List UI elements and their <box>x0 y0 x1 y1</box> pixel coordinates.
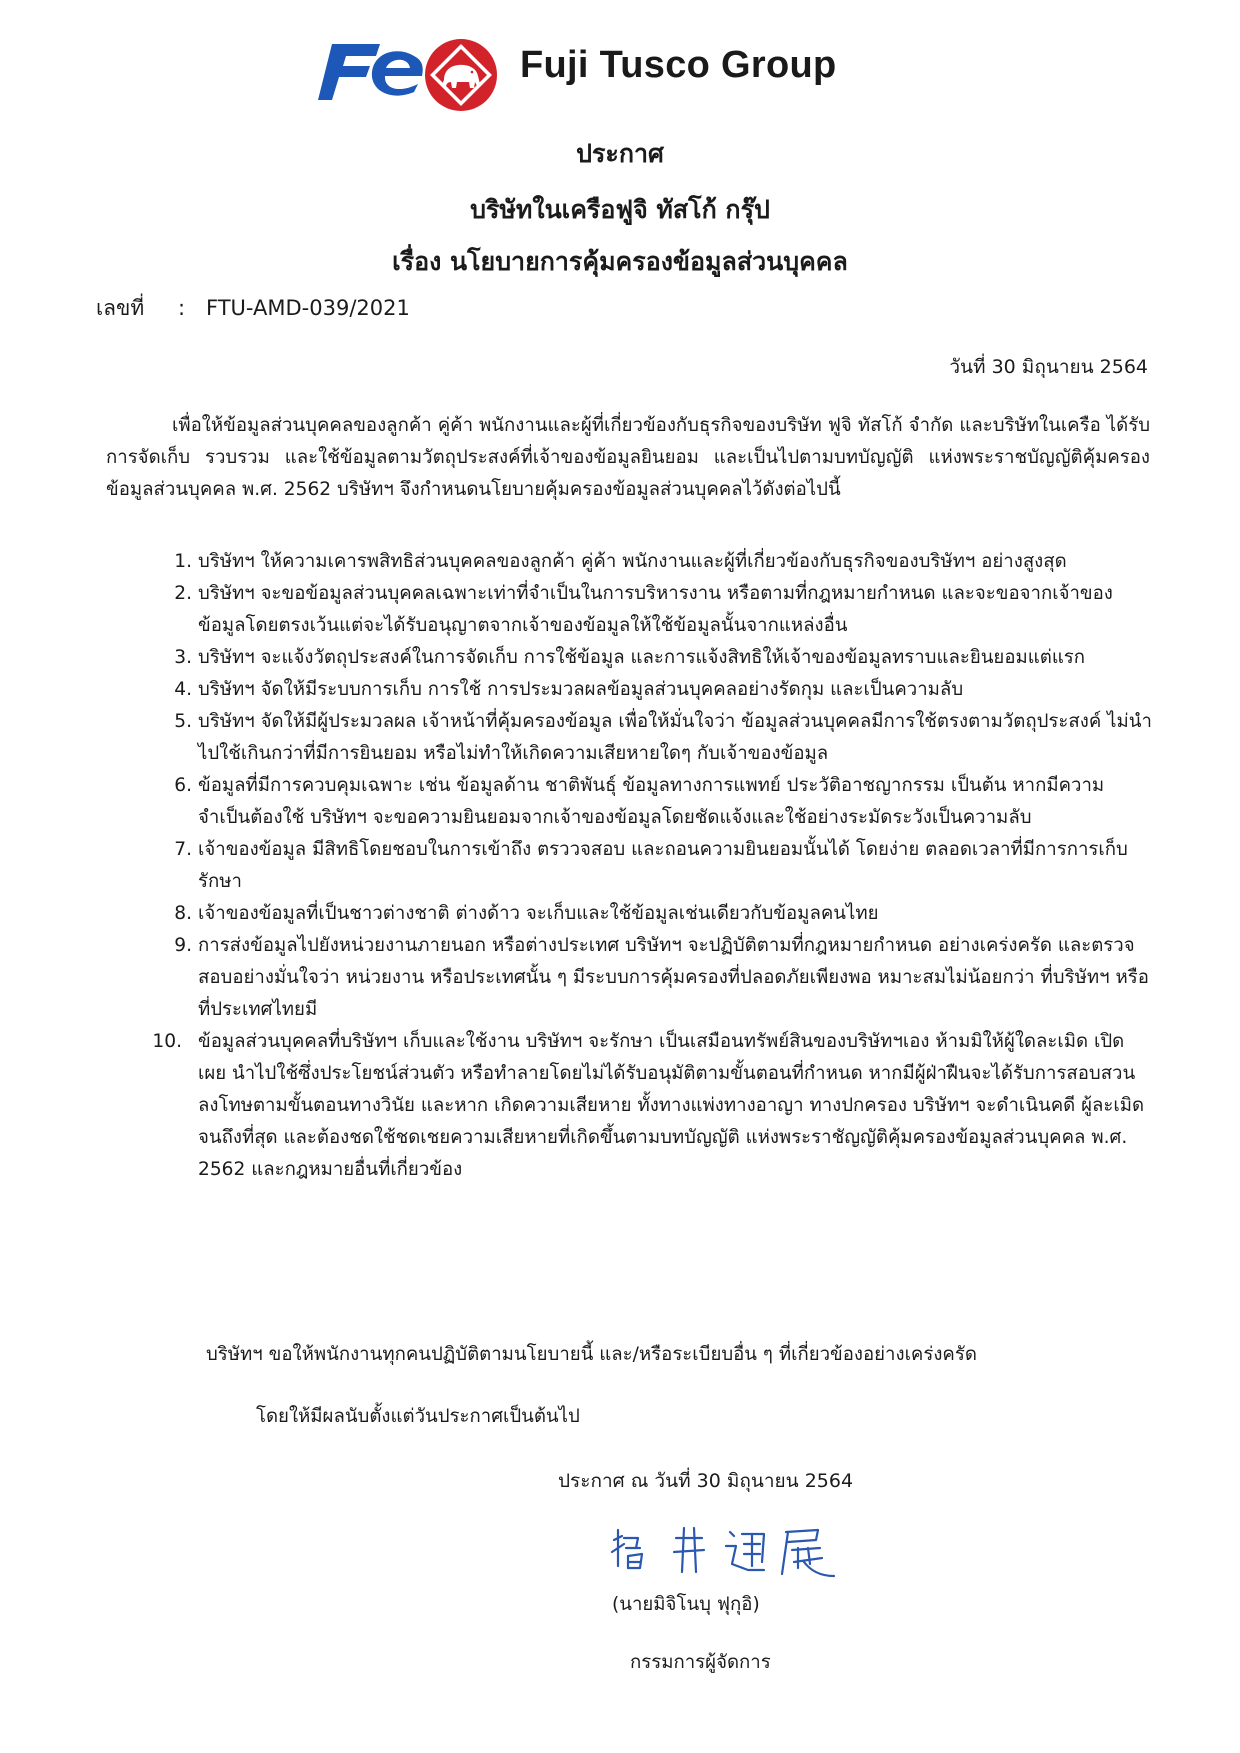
policy-number: 5. <box>174 711 192 732</box>
policy-text: บริษัทฯ จัดให้มีผู้ประมวลผล เจ้าหน้าที่คุ้มครองข้อมูล เพื่อให้มั่นใจว่า ข้อมูลส่วนบุคคลมีการใช้ตรงตามวัตถุประสงค์ ไม่นำไปใช้เกินกว่าที่มีการยินยอม หรือไม่ทำให้เกิดความเสียหายใดๆ กับเจ้าของข้อมูล <box>198 711 1152 764</box>
policy-text: ข้อมูลส่วนบุคคลที่บริษัทฯ เก็บและใช้งาน บริษัทฯ จะรักษา เป็นเสมือนทรัพย์สินของบริษัทฯเอง ห้ามมิให้ผู้ใดละเมิด เปิดเผย นำไปใช้ซึ่งประโยชน์ส่วนตัว หรือทำลายโดยไม่ได้รับอนุมัติตามขั้นตอนที่กำหนด หากมีผู้ฝ่าฝืนจะได้รับการสอบสวนลงโทษตามขั้นตอนทางวินัย และหาก เกิดความเสียหาย ทั้งทางแพ่งทางอาญา ทางปกครอง บริษัทฯ จะดำเนินคดี ผู้ละเมิดจนถึงที่สุด และต้องชดใช้ชดเชยความเสียหายที่เกิดขึ้นตามบทบัญญัติ แห่งพระราชัญญัติคุ้มครองข้อมูลส่วนบุคคล พ.ศ. 2562 และกฎหมายอื่นที่เกี่ยวข้อง <box>198 1031 1145 1180</box>
policy-number: 10. <box>152 1031 182 1052</box>
policy-list <box>152 546 1152 1186</box>
letterhead <box>318 36 878 116</box>
policy-text: การส่งข้อมูลไปยังหน่วยงานภายนอก หรือต่างประเทศ บริษัทฯ จะปฏิบัติตามที่กฎหมายกำหนด อย่างเคร่งครัด และตรวจสอบอย่างมั่นใจว่า หน่วยงาน หรือประเทศนั้น ๆ มีระบบการคุ้มครองที่ปลอดภัยเพียงพอ หมาะสมไม่น้อยกว่า ที่บริษัทฯ หรือที่ประเทศไทยมี <box>198 935 1149 1020</box>
company-name: Fuji Tusco Group <box>520 44 837 86</box>
policy-text: บริษัทฯ จัดให้มีระบบการเก็บ การใช้ การประมวลผลข้อมูลส่วนบุคคลอย่างรัดกุม และเป็นความลับ <box>198 679 964 700</box>
policy-item <box>152 546 1152 578</box>
policy-text: บริษัทฯ ให้ความเคารพสิทธิส่วนบุคคลของลูกค้า คู่ค้า พนักงานและผู้ที่เกี่ยวข้องกับธุรกิจของบริษัทฯ อย่างสูงสุด <box>198 551 1067 572</box>
policy-item <box>152 578 1152 642</box>
policy-text: บริษัทฯ จะขอข้อมูลส่วนบุคคลเฉพาะเท่าที่จำเป็นในการบริหารงาน หรือตามที่กฎหมายกำหนด และจะขอจากเจ้าของข้อมูลโดยตรงเว้นแต่จะได้รับอนุญาตจากเจ้าของข้อมูลให้ใช้ข้อมูลนั้นจากแหล่งอื่น <box>198 583 1113 636</box>
policy-item <box>152 1026 1152 1186</box>
document-number-colon: : <box>178 296 186 320</box>
policy-number: 9. <box>174 935 192 956</box>
announcement-heading: ประกาศ <box>576 139 664 168</box>
policy-number: 2. <box>174 583 192 604</box>
document-number-label: เลขที่ <box>96 296 145 320</box>
policy-number: 3. <box>174 647 192 668</box>
policy-number: 7. <box>174 839 192 860</box>
effective-statement: โดยให้มีผลนับตั้งแต่วันประกาศเป็นต้นไป <box>256 1406 580 1427</box>
policy-number: 8. <box>174 903 192 924</box>
document-date: วันที่ 30 มิถุนายน 2564 <box>949 356 1148 378</box>
fe-logo-icon <box>318 44 430 100</box>
policy-text: เจ้าของข้อมูล มีสิทธิโดยชอบในการเข้าถึง ตรววจสอบ และถอนความยินยอมนั้นได้ โดยง่าย ตลอดเวลาที่มีการการเก็บรักษา <box>198 839 1128 892</box>
policy-item <box>152 674 1152 706</box>
policy-item <box>152 706 1152 770</box>
subject-heading: เรื่อง นโยบายการคุ้มครองข้อมูลส่วนบุคคล <box>392 247 848 276</box>
policy-number: 1. <box>174 551 192 572</box>
policy-text: บริษัทฯ จะแจ้งวัตถุประสงค์ในการจัดเก็บ การใช้ข้อมูล และการแจ้งสิทธิให้เจ้าของข้อมูลทราบและยินยอมแต่แรก <box>198 647 1086 668</box>
policy-number: 6. <box>174 775 192 796</box>
announcement-date: ประกาศ ณ วันที่ 30 มิถุนายน 2564 <box>558 1470 854 1492</box>
policy-item <box>152 642 1152 674</box>
document-number <box>96 292 410 325</box>
intro-paragraph: เพื่อให้ข้อมูลส่วนบุคคลของลูกค้า คู่ค้า พนักงานและผู้ที่เกี่ยวข้องกับธุรกิจของบริษัท ฟูจิ ทัสโก้ จำกัด และบริษัทในเครือ ได้รับการจัดเก็บ รวบรวม และใช้ข้อมูลตามวัตถุประสงค์ที่เจ้าของข้อมูลยินยอม และเป็นไปตามบทบัญญัติ แห่งพระราชบัญญัติคุ้มครองข้อมูลส่วนบุคคล พ.ศ. 2562 บริษัทฯ จึงกำหนดนโยบายคุ้มครองข้อมูลส่วนบุคคลไว้ดังต่อไปนี้ <box>106 415 1150 500</box>
signer-position: กรรมการผู้จัดการ <box>630 1652 771 1673</box>
policy-number: 4. <box>174 679 192 700</box>
document-number-value: FTU-AMD-039/2021 <box>206 296 410 320</box>
policy-item <box>152 770 1152 834</box>
policy-text: ข้อมูลที่มีการควบคุมเฉพาะ เช่น ข้อมูลด้าน ชาติพันธุ์ ข้อมูลทางการแพทย์ ประวัติอาชญากรรม เป็นต้น หากมีความจำเป็นต้องใช้ บริษัทฯ จะขอความยินยอมจากเจ้าของข้อมูลโดยชัดแจ้งและใช้อย่างระมัดระวังเป็นความลับ <box>198 775 1105 828</box>
handwritten-signature <box>608 1518 838 1588</box>
policy-text: เจ้าของข้อมูลที่เป็นชาวต่างชาติ ต่างด้าว จะเก็บและใช้ข้อมูลเช่นเดียวกับข้อมูลคนไทย <box>198 903 879 924</box>
policy-item <box>152 834 1152 898</box>
closing-statement: บริษัทฯ ขอให้พนักงานทุกคนปฏิบัติตามนโยบายนี้ และ/หรือระเบียบอื่น ๆ ที่เกี่ยวข้องอย่างเคร่งครัด <box>206 1344 977 1365</box>
policy-item <box>152 898 1152 930</box>
elephant-logo-icon <box>424 38 498 112</box>
signer-name: (นายมิจิโนบุ ฟุกุอิ) <box>612 1594 760 1615</box>
company-group-heading: บริษัทในเครือฟูจิ ทัสโก้ กรุ๊ป <box>470 195 770 224</box>
policy-item <box>152 930 1152 1026</box>
